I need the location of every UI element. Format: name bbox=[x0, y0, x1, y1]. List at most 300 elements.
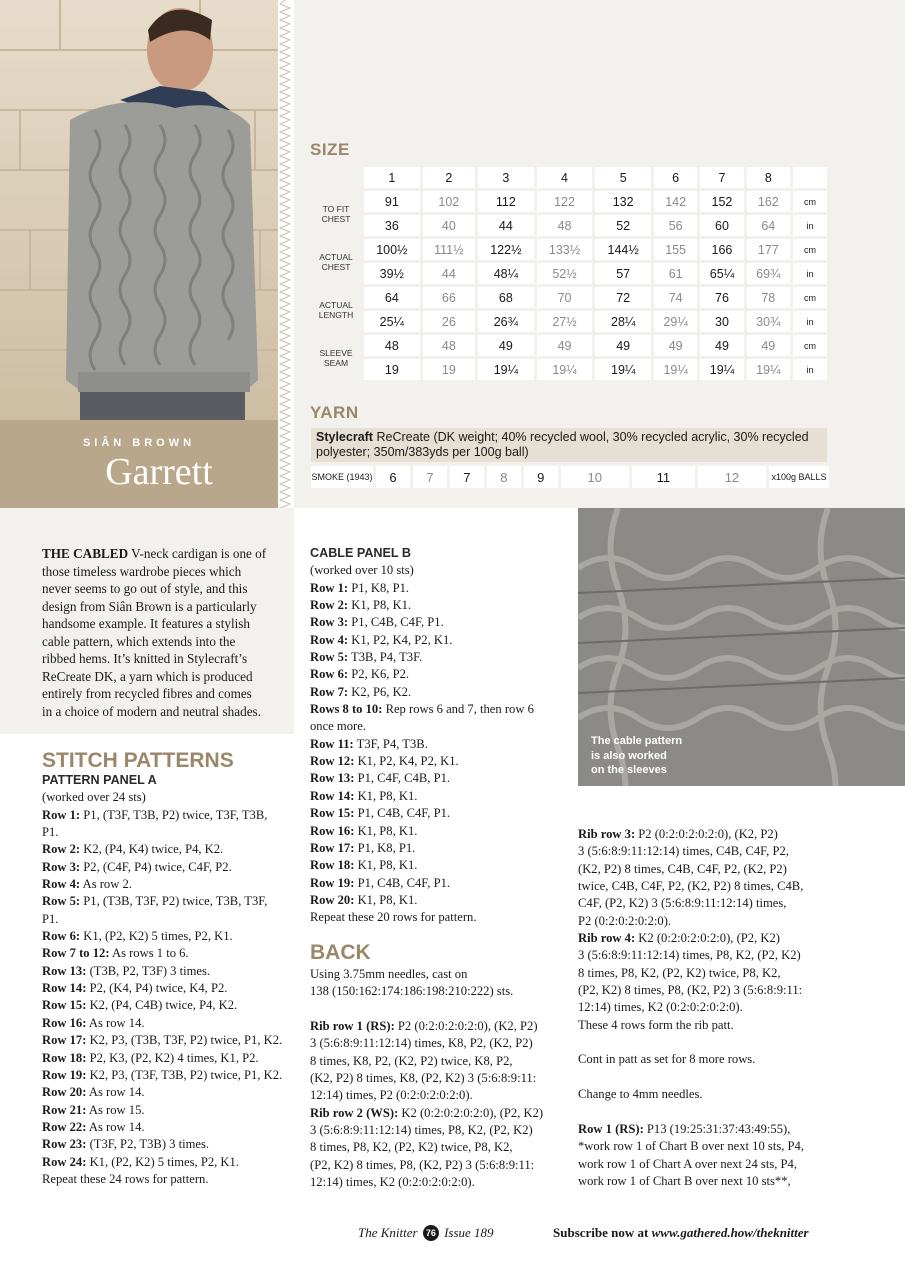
row-instruction: K2, P3, (T3B, T3F, P2) twice, P1, K2. bbox=[86, 1033, 283, 1048]
size-header-row bbox=[311, 167, 827, 188]
size-value: 152 bbox=[700, 191, 743, 212]
size-row bbox=[311, 335, 827, 356]
instruction-line bbox=[310, 1001, 565, 1018]
model-trousers bbox=[80, 392, 245, 420]
row-instruction: P2, K3, (P2, K2) 4 times, K1, P2. bbox=[86, 1050, 259, 1065]
row-instruction: K1, P8, K1. bbox=[354, 823, 418, 838]
row-instruction: P1, K8, P1. bbox=[354, 840, 416, 855]
size-value: 49 bbox=[654, 335, 697, 356]
pattern-row bbox=[42, 1032, 292, 1049]
row-instruction: As row 15. bbox=[86, 1102, 145, 1117]
size-table bbox=[308, 164, 830, 383]
pattern-row bbox=[42, 1154, 292, 1171]
size-number: 2 bbox=[423, 167, 475, 188]
size-value: 64 bbox=[364, 287, 420, 308]
yarn-table bbox=[308, 463, 832, 491]
yarn-heading: YARN bbox=[310, 403, 359, 422]
intro-line: in a choice of modern and neutral shades. bbox=[42, 703, 261, 719]
pattern-row bbox=[310, 632, 565, 649]
pattern-row bbox=[310, 857, 565, 874]
unit-header-cell bbox=[793, 167, 827, 188]
instruction-line: Change to 4mm needles. bbox=[578, 1087, 703, 1102]
row-instruction: T3F, P4, T3B. bbox=[353, 736, 428, 751]
instruction-label: Row 1 (RS): bbox=[578, 1121, 644, 1136]
size-value: 69¾ bbox=[747, 263, 790, 284]
row-label: Row 12: bbox=[310, 754, 355, 769]
intro-line: never seems to go out of style, and this bbox=[42, 581, 248, 596]
size-row-label: ACTUAL LENGTH bbox=[318, 299, 354, 320]
model-photo-illustration bbox=[0, 0, 278, 420]
row-instruction: P1, C4F, C4B, P1. bbox=[354, 771, 451, 786]
yarn-ball-count: 9 bbox=[524, 466, 558, 488]
size-value: 26¾ bbox=[478, 311, 534, 332]
size-value: 70 bbox=[537, 287, 593, 308]
intro-text-run: V-neck cardigan is one of bbox=[128, 546, 267, 561]
size-value: 25¼ bbox=[364, 311, 420, 332]
instruction-line: 12:14) times, P2 (0:2:0:2:0:2:0). bbox=[310, 1088, 473, 1103]
instruction-line: *work row 1 of Chart B over next 10 sts, P4, bbox=[578, 1139, 804, 1154]
instruction-line: 3 (5:6:8:9:11:12:14) times, P8, K2, (P2, K2) bbox=[578, 948, 801, 963]
yarn-details: ReCreate (DK weight; 40% recycled wool, 30% recycled acrylic, 30% recycled polyester; 350m/383yds per 100g ball) bbox=[316, 430, 809, 459]
pattern-row bbox=[42, 1084, 292, 1101]
model-photo bbox=[0, 0, 278, 420]
size-row bbox=[311, 239, 827, 260]
row-instruction: P1, (T3F, T3B, P2) twice, T3F, T3B, bbox=[80, 807, 268, 822]
row-label: Row 13: bbox=[42, 963, 87, 978]
row-instruction: K1, P2, K4, P2, K1. bbox=[354, 754, 459, 769]
pattern-title: Garrett bbox=[105, 451, 213, 493]
yarn-ball-count: 11 bbox=[632, 466, 695, 488]
row-instruction: P1. bbox=[42, 911, 59, 926]
row-instruction: Repeat these 24 rows for pattern. bbox=[42, 1171, 209, 1186]
pattern-row bbox=[42, 911, 292, 928]
pattern-row bbox=[42, 997, 292, 1014]
size-value: 57 bbox=[595, 263, 651, 284]
row-instruction: P1, C4B, C4F, P1. bbox=[348, 615, 444, 630]
size-value: 91 bbox=[364, 191, 420, 212]
row-label: Row 13: bbox=[310, 771, 355, 786]
instruction-line: (K2, P2) 8 times, K8, (P2, K2) 3 (5:6:8:9:11: bbox=[310, 1071, 537, 1086]
row-label: Row 11: bbox=[310, 736, 354, 751]
subscribe-link[interactable]: www.gathered.how/theknitter bbox=[651, 1225, 809, 1240]
size-unit: cm bbox=[793, 335, 827, 356]
intro-line: entirely from recycled fibres and comes bbox=[42, 686, 252, 701]
pattern-row bbox=[310, 892, 565, 909]
row-instruction: T3B, P4, T3F. bbox=[348, 650, 423, 665]
instruction-line: Cont in patt as set for 8 more rows. bbox=[578, 1052, 756, 1067]
pattern-row bbox=[310, 840, 565, 857]
size-value: 112 bbox=[478, 191, 534, 212]
row-label: Row 15: bbox=[42, 998, 87, 1013]
row-instruction: As row 2. bbox=[80, 877, 132, 892]
instruction-label: Rib row 3: bbox=[578, 827, 636, 841]
row-label: Row 20: bbox=[310, 892, 355, 907]
size-number: 4 bbox=[537, 167, 593, 188]
pattern-row bbox=[42, 963, 292, 980]
size-number: 3 bbox=[478, 167, 534, 188]
caption-line: on the sleeves bbox=[591, 764, 667, 776]
pattern-row bbox=[42, 1015, 292, 1032]
instruction-text: K2 (0:2:0:2:0:2:0), (P2, K2) bbox=[635, 931, 780, 946]
pattern-row bbox=[42, 1136, 292, 1153]
pattern-row bbox=[42, 945, 292, 962]
size-row bbox=[311, 263, 827, 284]
blank-cell bbox=[311, 167, 361, 188]
panel-a-title: PATTERN PANEL A bbox=[42, 773, 157, 787]
pattern-panel-a bbox=[42, 772, 292, 1188]
row-instruction: K1, (P2, K2) 5 times, P2, K1. bbox=[80, 929, 233, 944]
row-instruction: K1, P2, K4, P2, K1. bbox=[348, 632, 453, 647]
instruction-line: work row 1 of Chart B over next 10 sts**, bbox=[578, 1173, 791, 1188]
instruction-label: Rib row 2 (WS): bbox=[310, 1105, 399, 1120]
size-number: 5 bbox=[595, 167, 651, 188]
pattern-row bbox=[42, 980, 292, 997]
pattern-row bbox=[310, 823, 565, 840]
instruction-line bbox=[578, 1121, 848, 1138]
size-number: 1 bbox=[364, 167, 420, 188]
size-value: 19¼ bbox=[654, 359, 697, 380]
size-heading: SIZE bbox=[310, 140, 350, 159]
photo-caption bbox=[591, 734, 721, 778]
intro-text bbox=[42, 545, 277, 720]
size-row-label: TO FIT CHEST bbox=[321, 203, 351, 224]
pattern-row bbox=[42, 807, 292, 824]
instruction-line: 12:14) times, K2 (0:2:0:2:0:2:0). bbox=[310, 1175, 475, 1190]
size-value: 162 bbox=[747, 191, 790, 212]
pattern-row bbox=[310, 718, 565, 735]
row-label: Row 3: bbox=[42, 859, 81, 874]
size-value: 177 bbox=[747, 239, 790, 260]
yarn-ball-count: 12 bbox=[698, 466, 766, 488]
size-value: 19¼ bbox=[478, 359, 534, 380]
page-number: 76 bbox=[423, 1225, 439, 1241]
size-value: 19 bbox=[423, 359, 475, 380]
size-value: 49 bbox=[700, 335, 743, 356]
instruction-line bbox=[578, 1104, 848, 1121]
size-value: 122 bbox=[537, 191, 593, 212]
row-label: Row 23: bbox=[42, 1137, 87, 1152]
pattern-row bbox=[42, 1102, 292, 1119]
size-value: 122½ bbox=[478, 239, 534, 260]
size-unit: in bbox=[793, 215, 827, 236]
row-label: Row 17: bbox=[310, 840, 355, 855]
pattern-row bbox=[42, 1067, 292, 1084]
row-label: Row 22: bbox=[42, 1119, 87, 1134]
instruction-text: P2 (0:2:0:2:0:2:0), (K2, P2) bbox=[394, 1019, 538, 1034]
yarn-ball-count: 7 bbox=[413, 466, 447, 488]
instruction-label: Rib row 4: bbox=[578, 931, 636, 946]
pattern-row bbox=[42, 841, 292, 858]
pattern-row bbox=[42, 824, 292, 841]
caption-line: is also worked bbox=[591, 749, 667, 762]
size-row bbox=[311, 359, 827, 380]
row-instruction: K2, P3, (T3F, T3B, P2) twice, P1, K2. bbox=[86, 1067, 283, 1082]
size-value: 100½ bbox=[364, 239, 420, 260]
back-instructions bbox=[310, 966, 565, 1191]
size-unit: in bbox=[793, 311, 827, 332]
instruction-text: K2 (0:2:0:2:0:2:0), (P2, K2) bbox=[398, 1105, 544, 1120]
row-label: Row 19: bbox=[42, 1067, 87, 1082]
instruction-line: Using 3.75mm needles, cast on bbox=[310, 967, 468, 981]
panel-b-rows bbox=[310, 562, 565, 926]
size-value: 60 bbox=[700, 215, 743, 236]
size-value: 78 bbox=[747, 287, 790, 308]
row-label: Row 18: bbox=[310, 858, 355, 873]
pattern-row bbox=[310, 701, 565, 718]
size-value: 19¼ bbox=[537, 359, 593, 380]
row-instruction: P2, K6, P2. bbox=[348, 667, 410, 682]
size-value: 66 bbox=[423, 287, 475, 308]
intro-lead: THE CABLED bbox=[42, 546, 129, 561]
row-instruction: P2, (K4, P4) twice, K4, P2. bbox=[86, 981, 228, 996]
size-value: 19¼ bbox=[595, 359, 651, 380]
instruction-line: 8 times, P8, K2, (P2, K2) twice, P8, K2, bbox=[578, 965, 781, 980]
size-value: 27½ bbox=[537, 311, 593, 332]
size-unit: cm bbox=[793, 191, 827, 212]
size-row bbox=[311, 191, 827, 212]
size-value: 52 bbox=[595, 215, 651, 236]
pattern-row bbox=[42, 859, 292, 876]
issue-number: Issue 189 bbox=[444, 1225, 494, 1240]
row-instruction: P1. bbox=[42, 825, 59, 840]
row-instruction: once more. bbox=[310, 719, 366, 734]
pattern-row bbox=[42, 1050, 292, 1067]
pattern-row bbox=[310, 666, 565, 683]
panel-b-title: CABLE PANEL B bbox=[310, 546, 411, 560]
size-value: 49 bbox=[747, 335, 790, 356]
magazine-name: The Knitter bbox=[358, 1225, 418, 1240]
size-value: 111½ bbox=[423, 239, 475, 260]
subscribe-text: Subscribe now at bbox=[553, 1225, 649, 1240]
sweater-hem bbox=[78, 372, 250, 392]
row-instruction: (worked over 10 sts) bbox=[310, 563, 414, 578]
yarn-quantity-row bbox=[311, 466, 829, 488]
instruction-line: 138 (150:162:174:186:198:210:222) sts. bbox=[310, 984, 514, 999]
size-value: 64 bbox=[747, 215, 790, 236]
instruction-line bbox=[310, 1105, 565, 1122]
pattern-row bbox=[42, 1171, 292, 1188]
pattern-row bbox=[42, 1119, 292, 1136]
size-row-label: ACTUAL CHEST bbox=[319, 251, 353, 272]
intro-line: ReCreate DK, a yarn which is produced bbox=[42, 668, 253, 684]
row-instruction: (worked over 24 sts) bbox=[42, 790, 146, 805]
row-label: Row 15: bbox=[310, 806, 355, 821]
instruction-line: (P2, K2) 8 times, P8, (K2, P2) 3 (5:6:8:9:11: bbox=[578, 983, 803, 998]
instruction-line: 3 (5:6:8:9:11:12:14) times, C4B, C4F, P2, bbox=[578, 844, 789, 859]
size-value: 44 bbox=[423, 263, 475, 284]
cable-panel-b bbox=[310, 545, 565, 927]
size-value: 68 bbox=[478, 287, 534, 308]
intro-line: design from Siân Brown is a particularly bbox=[42, 598, 257, 614]
instruction-line: C4F, (P2, K2) 3 (5:6:8:9:11:12:14) times, bbox=[578, 896, 787, 911]
size-value: 49 bbox=[595, 335, 651, 356]
size-value: 26 bbox=[423, 311, 475, 332]
row-label: Row 6: bbox=[42, 929, 81, 944]
row-label: Row 5: bbox=[42, 894, 81, 909]
row-label: Row 4: bbox=[310, 632, 349, 647]
row-instruction: As rows 1 to 6. bbox=[109, 946, 189, 961]
yarn-ball-count: 7 bbox=[450, 466, 484, 488]
pattern-row bbox=[310, 788, 565, 805]
row-instruction: P1, C4B, C4F, P1. bbox=[354, 875, 451, 890]
instruction-line: 12:14) times, K2 (0:2:0:2:0:2:0). bbox=[578, 1000, 743, 1015]
pattern-row bbox=[310, 597, 565, 614]
size-value: 133½ bbox=[537, 239, 593, 260]
row-label: Rows 8 to 10: bbox=[310, 702, 383, 717]
size-value: 65¼ bbox=[700, 263, 743, 284]
size-value: 49 bbox=[537, 335, 593, 356]
row-label: Row 16: bbox=[42, 1015, 87, 1030]
pattern-row bbox=[310, 562, 565, 579]
instruction-line bbox=[310, 1018, 565, 1035]
row-label: Row 16: bbox=[310, 823, 355, 838]
instruction-line: work row 1 of Chart A over next 24 sts, P4, bbox=[578, 1156, 797, 1171]
pattern-row bbox=[310, 649, 565, 666]
back-instructions-continued bbox=[578, 826, 848, 1190]
row-instruction: P1, (T3B, T3F, P2) twice, T3B, T3F, bbox=[80, 894, 268, 909]
row-instruction: K2, P6, K2. bbox=[348, 684, 412, 699]
instruction-text: P2 (0:2:0:2:0:2:0), (K2, P2) bbox=[635, 827, 778, 841]
row-instruction: P2, (C4F, P4) twice, C4F, P2. bbox=[80, 859, 232, 874]
size-value: 44 bbox=[478, 215, 534, 236]
size-value: 48 bbox=[364, 335, 420, 356]
row-label: Row 2: bbox=[310, 598, 349, 613]
size-row bbox=[311, 215, 827, 236]
row-label: Row 18: bbox=[42, 1050, 87, 1065]
size-value: 166 bbox=[700, 239, 743, 260]
size-value: 19¼ bbox=[747, 359, 790, 380]
instruction-line: (P2, K2) 8 times, P8, (K2, P2) 3 (5:6:8:9:11: bbox=[310, 1157, 535, 1172]
row-label: Row 7 to 12: bbox=[42, 946, 110, 961]
size-value: 155 bbox=[654, 239, 697, 260]
yarn-shade: SMOKE (1943) bbox=[311, 466, 373, 488]
size-value: 48¼ bbox=[478, 263, 534, 284]
row-instruction: K2, (P4, C4B) twice, P4, K2. bbox=[86, 998, 238, 1013]
row-label: Row 2: bbox=[42, 842, 81, 857]
pattern-row bbox=[310, 770, 565, 787]
size-value: 30 bbox=[700, 311, 743, 332]
instruction-line: twice, C4B, C4F, P2, (K2, P2) 8 times, C4B, bbox=[578, 879, 804, 894]
size-value: 142 bbox=[654, 191, 697, 212]
yarn-ball-count: 10 bbox=[561, 466, 629, 488]
row-instruction: P1, C4B, C4F, P1. bbox=[354, 806, 451, 821]
size-number: 7 bbox=[700, 167, 743, 188]
size-value: 56 bbox=[654, 215, 697, 236]
row-label: Row 20: bbox=[42, 1085, 87, 1100]
instruction-line: 8 times, K8, P2, (K2, P2) twice, K8, P2, bbox=[310, 1053, 513, 1068]
row-instruction: K1, P8, K1. bbox=[354, 892, 418, 907]
size-value: 74 bbox=[654, 287, 697, 308]
pattern-row bbox=[42, 893, 292, 910]
size-value: 28¼ bbox=[595, 311, 651, 332]
row-instruction: K1, P8, K1. bbox=[354, 788, 418, 803]
intro-line: cable pattern, which extends into the bbox=[42, 633, 236, 649]
size-value: 19¼ bbox=[700, 359, 743, 380]
yarn-unit: x100g BALLS bbox=[769, 466, 829, 488]
instruction-text: P13 (19:25:31:37:43:49:55), bbox=[643, 1121, 791, 1136]
row-label: Row 5: bbox=[310, 650, 349, 665]
row-instruction: Repeat these 20 rows for pattern. bbox=[310, 910, 477, 925]
instruction-label: Rib row 1 (RS): bbox=[310, 1019, 395, 1034]
instruction-line: P2 (0:2:0:2:0:2:0). bbox=[578, 913, 672, 928]
instruction-line: (K2, P2) 8 times, C4B, C4F, P2, (K2, P2) bbox=[578, 861, 787, 876]
size-value: 48 bbox=[423, 335, 475, 356]
row-instruction: As row 14. bbox=[86, 1085, 145, 1100]
intro-line: ribbed hems. It’s knitted in Stylecraft’s bbox=[42, 651, 248, 666]
size-value: 39½ bbox=[364, 263, 420, 284]
size-unit: in bbox=[793, 359, 827, 380]
size-value: 132 bbox=[595, 191, 651, 212]
panel-a-rows bbox=[42, 789, 292, 1188]
row-label: Row 14: bbox=[310, 788, 355, 803]
pattern-row bbox=[310, 875, 565, 892]
yarn-brand: Stylecraft bbox=[316, 430, 373, 444]
back-heading: BACK bbox=[310, 941, 371, 964]
row-instruction: As row 14. bbox=[86, 1119, 145, 1134]
row-instruction: (T3F, P2, T3B) 3 times. bbox=[86, 1137, 210, 1152]
pattern-row bbox=[42, 789, 292, 806]
instruction-line: 8 times, P8, K2, (P2, K2) twice, P8, K2, bbox=[310, 1140, 513, 1155]
size-value: 40 bbox=[423, 215, 475, 236]
size-unit: cm bbox=[793, 287, 827, 308]
footer-subscribe bbox=[553, 1225, 809, 1241]
row-instruction: K1, P8, K1. bbox=[354, 858, 418, 873]
row-instruction: K1, P8, K1. bbox=[348, 598, 412, 613]
instruction-line: 3 (5:6:8:9:11:12:14) times, K8, P2, (K2, P2) bbox=[310, 1036, 533, 1051]
size-value: 52½ bbox=[537, 263, 593, 284]
instruction-line: These 4 rows form the rib patt. bbox=[578, 1017, 734, 1032]
row-label: Row 6: bbox=[310, 667, 349, 682]
size-value: 36 bbox=[364, 215, 420, 236]
size-value: 61 bbox=[654, 263, 697, 284]
size-number: 8 bbox=[747, 167, 790, 188]
size-row-label: SLEEVE SEAM bbox=[319, 347, 353, 368]
size-value: 29¼ bbox=[654, 311, 697, 332]
instruction-line bbox=[578, 826, 848, 843]
row-instruction: K1, (P2, K2) 5 times, P2, K1. bbox=[86, 1154, 239, 1169]
row-label: Row 7: bbox=[310, 684, 349, 699]
size-value: 72 bbox=[595, 287, 651, 308]
row-instruction: As row 14. bbox=[86, 1015, 145, 1030]
row-label: Row 1: bbox=[310, 580, 349, 595]
pattern-row bbox=[310, 684, 565, 701]
size-value: 76 bbox=[700, 287, 743, 308]
size-value: 102 bbox=[423, 191, 475, 212]
pattern-row bbox=[310, 753, 565, 770]
size-value: 49 bbox=[478, 335, 534, 356]
size-value: 144½ bbox=[595, 239, 651, 260]
intro-line: handsome example. It features a stylish bbox=[42, 616, 251, 631]
instruction-line bbox=[578, 1069, 848, 1086]
pattern-row bbox=[310, 805, 565, 822]
caption-line: The cable pattern bbox=[591, 735, 683, 747]
row-label: Row 19: bbox=[310, 875, 355, 890]
row-instruction: Rep rows 6 and 7, then row 6 bbox=[382, 702, 534, 717]
pattern-row bbox=[42, 928, 292, 945]
size-row bbox=[311, 287, 827, 308]
pattern-row bbox=[310, 580, 565, 597]
row-label: Row 17: bbox=[42, 1033, 87, 1048]
row-label: Row 24: bbox=[42, 1154, 87, 1169]
pattern-row bbox=[310, 909, 565, 926]
row-instruction: K2, (P4, K4) twice, P4, K2. bbox=[80, 842, 224, 857]
intro-line bbox=[42, 545, 277, 563]
size-number: 6 bbox=[654, 167, 697, 188]
size-value: 30¾ bbox=[747, 311, 790, 332]
row-instruction: P1, K8, P1. bbox=[348, 580, 410, 595]
stitch-patterns-heading: STITCH PATTERNS bbox=[42, 749, 234, 772]
row-label: Row 21: bbox=[42, 1102, 87, 1117]
